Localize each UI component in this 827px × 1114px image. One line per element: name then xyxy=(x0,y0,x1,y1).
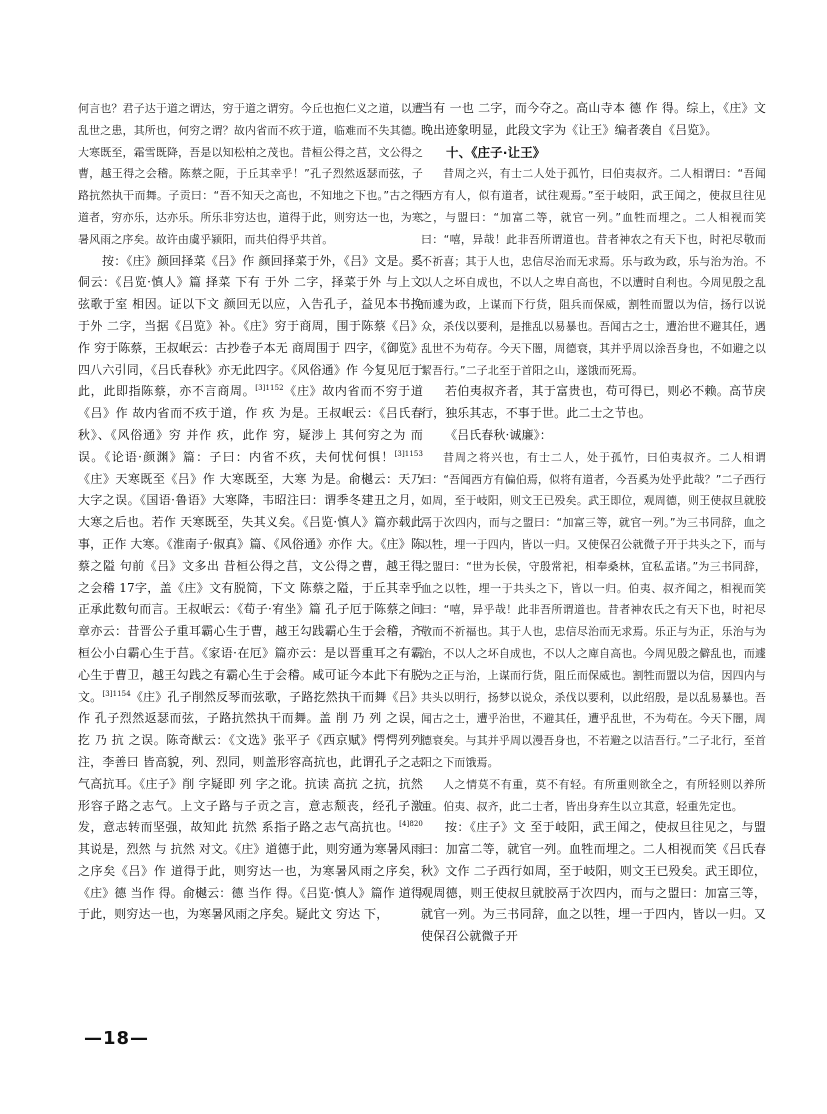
footnote-ref: [4]820 xyxy=(399,820,423,829)
quote-text: 何言也？君子达于道之谓达，穷于道之谓穷。今丘也抱仁义之道，以遭乱世之患，其所也，何穷之谓？故内省而不疚于道，临难而不失其德。大寒既至，霜雪既降，吾是以知松柏之茂也。昔桓公得之莒，文公得之曹，越王得之会稽。陈蔡之阨，于丘其幸乎！”孔子烈然返瑟而弦，子路抗然执干而舞。子贡曰：“吾不知天之高也，不知地之下也。”古之得道者，穷亦乐，达亦乐。所乐非穷达也，道得于此，则穷达一也，为寒暑风雨之序矣。故许由虞乎颍阳，而共伯得乎共首。 xyxy=(78,102,423,246)
right-column xyxy=(421,98,766,948)
section-heading: 十、《庄子·让王》 xyxy=(446,144,546,160)
body-paragraph: 当有 一也 二字，而今夺之。高山寺本 德 作 得。综上，《庄》文晚出迹象明显，此段文字为《让王》编者袭自《吕览》。 xyxy=(421,101,766,137)
commentary-paragraph: 按：《庄子》文 至于岐阳，武王闻之，使叔旦往见之，与盟曰：加富二等，就官一列。血牲而埋之。二人相视而笑《吕氏春秋》文作 二子西行如周，至于岐阳，则文王已殁矣。武王即位，观周德，则王使叔旦就胶鬲于次四内，而与之盟曰：加富三等，就官一列。为三书同辞，血之以牲，埋一于四内，皆以一归。又使保召公就微子开 xyxy=(421,820,766,944)
quote-text: 人之情莫不有重，莫不有轻。有所重则欲全之，有所轻则以养所重。伯夷、叔齐，此二士者，皆出身弃生以立其意，轻重先定也。 xyxy=(421,777,766,813)
left-column xyxy=(78,98,423,926)
commentary-paragraph xyxy=(78,251,423,927)
quote-text: 昔周之兴，有士二人处于孤竹，曰伯夷叔齐。二人相谓曰：“吾闻西方有人，似有道者，试往观焉。”至于岐阳，武王闻之，使叔旦往见之，与盟曰：“加富二等，就官一列。”血牲而埋之。二人相视而笑曰：“嘻，异哉！此非吾所谓道也。昔者神农之有天下也，时祀尽敬而不祈喜；其于人也，忠信尽治而无求焉。乐与政为政，乐与治为治。不以人之坏自成也，不以人之卑自高也，不以遭时自利也。今周见殷之乱而遽为政，上谋而下行货，阻兵而保威，割牲而盟以为信，扬行以说众，杀伐以要利，是推乱以易暴也。吾闻古之士，遭治世不避其任，遇乱世不为苟存。今天下闇，周德衰，其并乎周以涂吾身也，不如避之以絜吾行。”二子北至于首阳之山，遂饿而死焉。 xyxy=(421,167,766,377)
page-number: —18— xyxy=(84,1028,150,1049)
quote-text: 昔周之将兴也，有士二人，处于孤竹，曰伯夷叔齐。二人相谓曰：“吾闻西方有偏伯焉，似将有道者，今吾奚为处乎此哉？”二子西行如周，至于岐阳，则文王已殁矣。武王即位，观周德，则王使叔旦就胶鬲于次四内，而与之盟曰：“加富三等，就官一列。”为三书同辞，血之以牲，埋一于四内，皆以一归。又使保召公就微子开于共头之下，而与之盟曰：“世为长侯，守殷常祀，相奉桑林，宜私孟诸。”为三书同辞，血之以牲，埋一于共头之下，皆以一归。伯夷、叔齐闻之，相视而笑曰：“嘻，异乎哉！此非吾所谓道也。昔者神农氏之有天下也，时祀尽敬而不祈福也。其于人也，忠信尽治而无求焉。乐正与为正，乐治与为治，不以人之坏自成也，不以人之庳自高也。今周见殷之僻乱也，而遽为之正与治，上谋而行货，阻丘而保威也。割牲而盟以为信，因四内与共头以明行，扬梦以说众，杀伐以要利，以此绍殷，是以乱易暴也。吾闻古之士，遭乎治世，不避其任，遭乎乱世，不为苟在。今天下闇，周德衰矣。与其并乎周以漫吾身也，不若避之以洁吾行。”二子北行，至首阳之下而饿焉。 xyxy=(421,450,766,769)
commentary-text: 按：《庄》颜回择菜《吕》作 颜回择菜于外，《吕》文是。奚侗云：《吕览·慎人》篇 择菜 下有 于外 二字，择菜于外 与上文 弦歌于室 相因。证以下文 颜回无以应，入告孔子，益见本书挽 于外 二字，当据《吕览》补。《庄》穷于商周，围于陈蔡《吕》作 穷于陈蔡，王叔岷云：古抄卷子本无 商周围于 四字，《御览》四八六引同，《吕氏春秋》亦无此四字。《风俗通》作 今复见厄于此，此即指陈蔡，亦不言商周。 xyxy=(78,253,423,399)
commentary-text: 《庄》孔子削然反琴而弦歌，子路扢然执干而舞《吕》作 孔子烈然返瑟而弦，子路抗然执干而舞。盖 削 乃 列 之误，扢 乃 抗 之误。陈奇猷云：《文选》张平子《西京赋》愕愕列列 注，李善曰 皆高貌，列、烈同，则盖形容高抗也，此谓孔子之志气高抗耳。《庄子》削 字疑即 列 字之讹。抗读 高抗 之抗，抗然 形容子路之志气。上文子路与子贡之言，意志颓丧，经孔子激发，意志转而坚强，故知此 抗然 系指子路之志气高抗也。 xyxy=(78,689,424,835)
commentary-text: 其说是，烈然 与 抗然 对文。《庄》道德于此，则穷通为寒暑风雨之序矣《吕》作 道得于此，则穷达一也，为寒暑风雨之序矣，《庄》德 当作 得。俞樾云：德 当作 得。《吕览·慎人》篇作 道得于此，则穷达一也，为寒暑风雨之序矣。疑此文 穷达 下， xyxy=(78,842,423,922)
body-paragraph: 若伯夷叔齐者，其于富贵也，苟可得已，则必不赖。高节戾行，独乐其志，不事于世。此二士之节也。 xyxy=(421,384,766,421)
footnote-ref: [3]1152 xyxy=(255,384,284,393)
footnote-ref: [3]1154 xyxy=(102,689,131,698)
commentary-text: 《庄》天寒既至《吕》作 大寒既至，大寒 为是。俞樾云：天乃大字之误。《国语·鲁语》大寒降，韦昭注曰：谓季冬建丑之月，大寒之后也。若作 天寒既至，失其义矣。《吕览·慎人》篇亦载此事，正作 大寒。《淮南子·俶真》篇、《风俗通》亦作 大。《庄》陈蔡之隘 句前《吕》文多出 昔桓公得之莒，文公得之曹，越王得之会稽 17字，盖《庄》文有脱简，下文 陈蔡之隘，于丘其幸乎 正承此数句而言。王叔岷云：《荀子·宥坐》篇 孔子厄于陈蔡之间 章亦云：昔晋公子重耳霸心生于曹，越王勾践霸心生于会稽，齐桓公小白霸心生于莒。《家语·在厄》篇亦云：是以晋重耳之有霸心生于曹卫，越王勾践之有霸心生于会稽。咸可证今本此下有脱文。 xyxy=(78,471,423,704)
commentary-text: 《庄》故内省而不穷于道《吕》作 故内省而不疚于道，作 疚 为是。王叔岷云：《吕氏春秋》、《风俗通》穷 并作 疚，此作 穷，疑涉上 其何穷之为 而误。《论语·颜渊》篇：子曰：内省不疚，夫何忧何惧！ xyxy=(78,384,424,464)
source-subheading: 《吕氏春秋·诚廉》： xyxy=(445,427,552,442)
footnote-ref: [3]1153 xyxy=(394,449,423,458)
